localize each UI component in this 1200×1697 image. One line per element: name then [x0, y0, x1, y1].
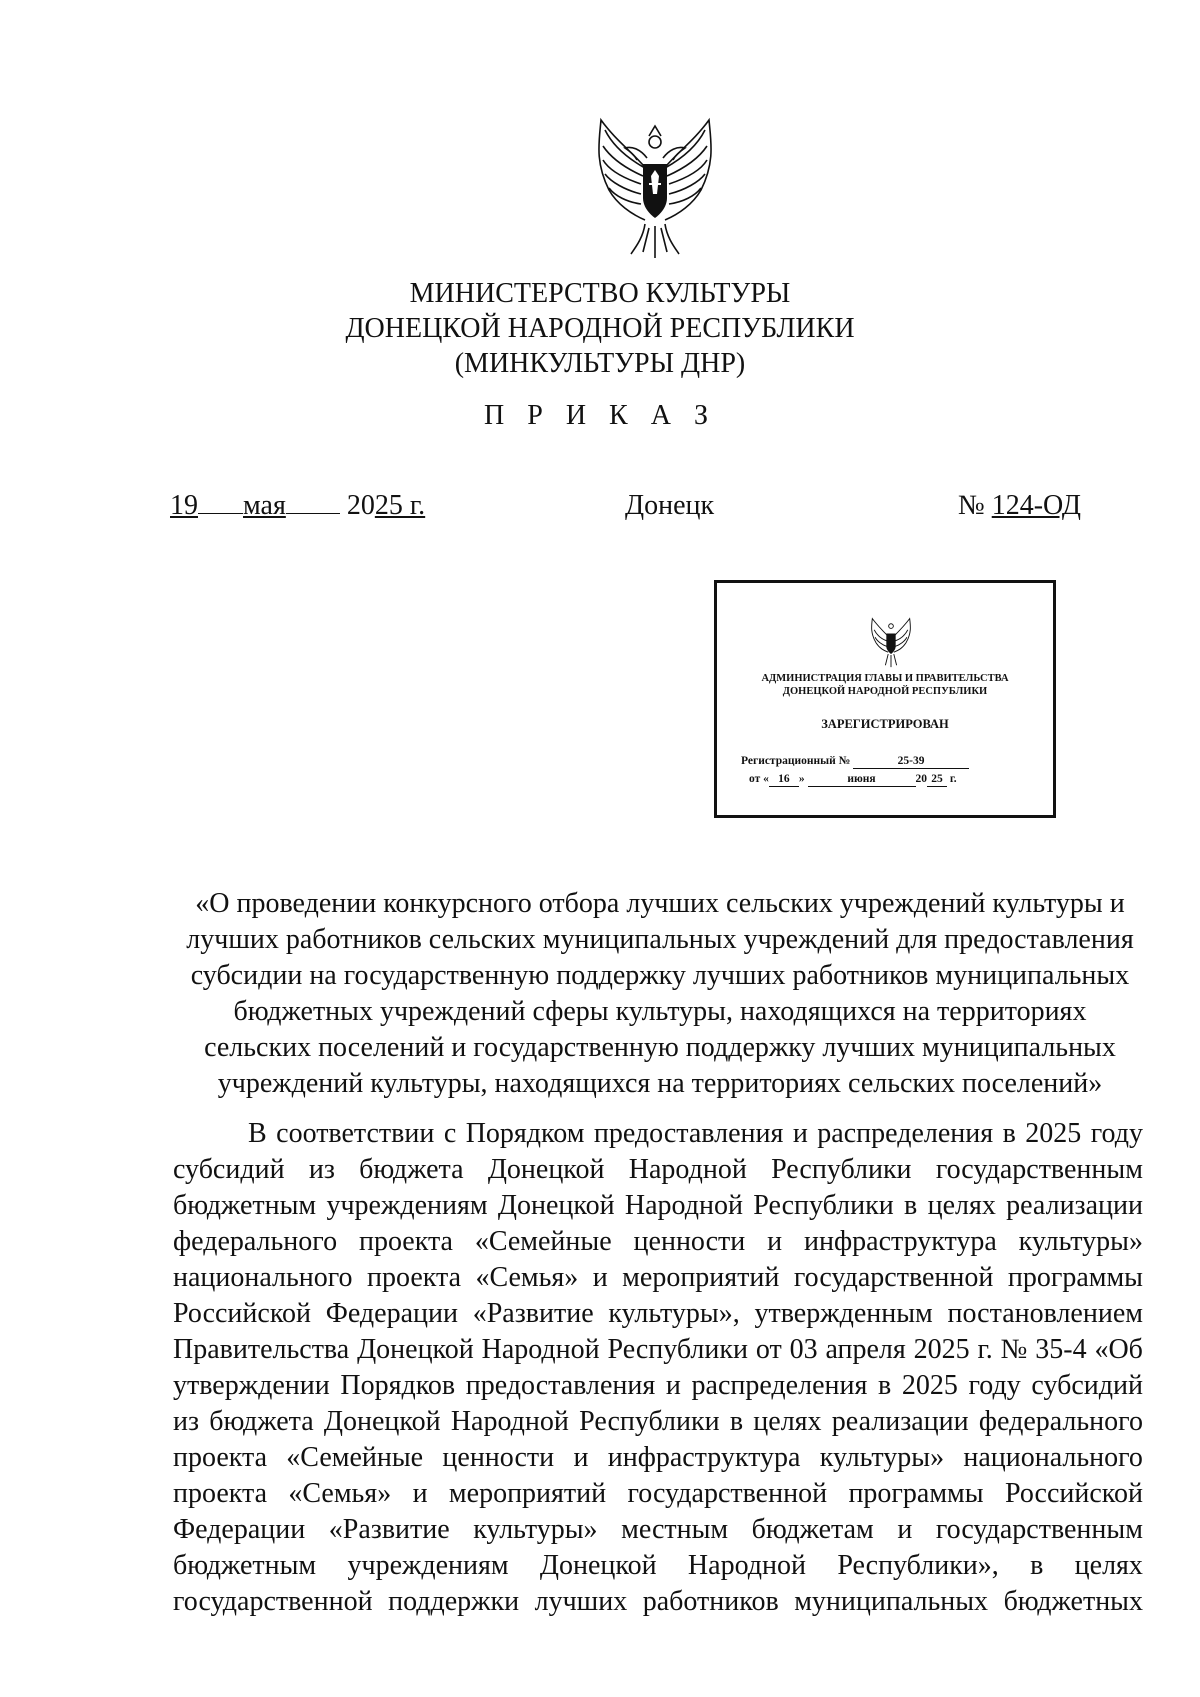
body-word: соответствии	[276, 1118, 435, 1149]
number-value: 124-ОД	[991, 490, 1081, 521]
body-line	[173, 1548, 1143, 1584]
body-word: Правительства	[173, 1334, 350, 1365]
body-word: федерального	[978, 1406, 1143, 1437]
body-word: предоставления	[593, 1118, 784, 1149]
body-line	[173, 1476, 1143, 1512]
body-word: программы	[848, 1478, 984, 1509]
body-word: Порядком	[465, 1118, 585, 1149]
document-type: П Р И К А З	[484, 400, 716, 431]
body-word: в	[1030, 1550, 1044, 1581]
body-word: целях	[1074, 1550, 1143, 1581]
body-word: «Об	[1094, 1334, 1143, 1365]
body-word: Республики	[753, 1190, 894, 1221]
body-word: мероприятий	[622, 1262, 780, 1293]
order-body-text	[173, 1116, 1143, 1620]
body-word: бюджета	[359, 1154, 464, 1185]
body-word: из	[173, 1406, 200, 1437]
body-line	[173, 1512, 1143, 1548]
body-word: 2025	[1025, 1118, 1082, 1149]
body-word: в	[729, 1406, 744, 1437]
body-word: с	[443, 1118, 457, 1149]
body-word: ценности	[633, 1226, 746, 1257]
body-word: «Семья»	[475, 1262, 579, 1293]
order-date	[170, 489, 425, 523]
body-word: 2025	[913, 1334, 970, 1365]
body-word: ценности	[442, 1442, 555, 1473]
body-word: и	[792, 1118, 808, 1149]
body-line	[173, 1152, 1143, 1188]
body-word: проекта	[358, 1226, 453, 1257]
body-word: в	[878, 1370, 892, 1401]
body-word: 35-4	[1035, 1334, 1087, 1365]
body-word: предоставления	[465, 1370, 656, 1401]
date-blank-1	[198, 489, 243, 514]
body-line	[173, 1260, 1143, 1296]
stamp-reg-row	[741, 755, 969, 769]
body-word: Республики»,	[837, 1550, 999, 1581]
date-year: 25 г.	[374, 490, 426, 521]
number-sign: №	[958, 490, 992, 521]
date-year-prefix: 20	[346, 490, 375, 521]
body-word: инфраструктура	[804, 1226, 997, 1257]
body-word: распределения	[817, 1118, 994, 1149]
stamp-emblem	[863, 613, 919, 669]
order-number	[958, 489, 1081, 523]
body-word: государственным	[935, 1514, 1143, 1545]
body-word: культуры»	[819, 1442, 945, 1473]
body-word: Республики	[579, 1406, 720, 1437]
body-word: проекта	[173, 1442, 267, 1473]
body-word: культуры»,	[608, 1298, 740, 1329]
body-word: государственной	[627, 1478, 828, 1509]
stamp-year: 25	[927, 773, 947, 787]
body-word: утверждении	[173, 1370, 330, 1401]
coat-of-arms-emblem	[565, 102, 745, 262]
body-word: «Семья»	[288, 1478, 392, 1509]
body-line	[173, 1440, 1143, 1476]
order-title	[170, 886, 1150, 1102]
body-word: бюджетным	[173, 1550, 317, 1581]
body-line	[173, 1224, 1143, 1260]
body-line	[173, 1368, 1143, 1404]
body-word: субсидий	[173, 1154, 285, 1185]
body-line	[173, 1332, 1143, 1368]
body-word: бюджетных	[1003, 1586, 1143, 1617]
body-word: и	[665, 1370, 681, 1401]
date-day: 19	[170, 490, 198, 521]
stamp-line2: ДОНЕЦКОЙ НАРОДНОЙ РЕСПУБЛИКИ	[782, 686, 988, 697]
body-word: году	[968, 1370, 1021, 1401]
body-word: Российской	[173, 1298, 311, 1329]
body-word: и	[592, 1262, 608, 1293]
body-word: целях	[927, 1190, 996, 1221]
body-word: г.	[977, 1334, 993, 1365]
stamp-line1: АДМИНИСТРАЦИЯ ГЛАВЫ И ПРАВИТЕЛЬСТВА	[761, 673, 1009, 684]
body-word: программы	[1007, 1262, 1143, 1293]
body-word: распределения	[691, 1370, 868, 1401]
body-word: «Развитие	[472, 1298, 594, 1329]
body-word: проекта	[367, 1262, 462, 1293]
body-word: субсидий	[1031, 1370, 1143, 1401]
body-word: работников	[642, 1586, 779, 1617]
title-line: бюджетных учреждений сферы культуры, находящихся на территориях	[233, 996, 1087, 1027]
body-word: Донецкой	[497, 1190, 615, 1221]
body-word: Народной	[628, 1154, 747, 1185]
body-word: национального	[173, 1262, 353, 1293]
stamp-from-label: от «	[749, 773, 769, 785]
stamp-status: ЗАРЕГИСТРИРОВАН	[821, 717, 949, 731]
body-word: Донецкой	[487, 1154, 605, 1185]
body-word: Народной	[481, 1334, 600, 1365]
body-word: учреждениям	[326, 1190, 488, 1221]
body-word: в	[1002, 1118, 1016, 1149]
body-word: из	[308, 1154, 335, 1185]
stamp-day: 16	[769, 773, 799, 787]
ministry-name-line1: МИНИСТЕРСТВО КУЛЬТУРЫ	[409, 278, 791, 309]
body-word: апреля	[825, 1334, 906, 1365]
body-word: и	[897, 1514, 913, 1545]
body-word: бюджетным	[173, 1190, 317, 1221]
title-line: учреждений культуры, находящихся на территориях сельских поселений»	[217, 1068, 1103, 1099]
body-word: Донецкой	[357, 1334, 474, 1365]
body-word: лучших	[534, 1586, 628, 1617]
body-word: культуры»	[473, 1514, 598, 1545]
title-line: сельских поселений и государственную поддержку лучших муниципальных	[204, 1032, 1116, 1063]
body-word: В	[248, 1118, 267, 1149]
body-word: проекта	[173, 1478, 267, 1509]
body-word: Федерации	[173, 1514, 306, 1545]
date-month: мая	[243, 490, 286, 521]
body-word: учреждениям	[347, 1550, 509, 1581]
body-word: Народной	[624, 1190, 743, 1221]
stamp-day-close: »	[798, 773, 805, 785]
body-word: культуры»	[1018, 1226, 1143, 1257]
body-word: постановлением	[947, 1298, 1143, 1329]
date-blank-2	[286, 489, 340, 514]
body-word: местным	[621, 1514, 729, 1545]
body-word: Российской	[1004, 1478, 1143, 1509]
body-word: бюджета	[209, 1406, 314, 1437]
body-word: и	[767, 1226, 783, 1257]
stamp-reg-number: 25-39	[853, 755, 969, 769]
body-word: муниципальных	[794, 1586, 989, 1617]
body-word: Донецкой	[323, 1406, 441, 1437]
body-word: году	[1090, 1118, 1143, 1149]
stamp-year-prefix: 20	[915, 773, 927, 785]
body-line	[173, 1404, 1143, 1440]
body-word: реализации	[1006, 1190, 1143, 1221]
body-word: поддержки	[388, 1586, 520, 1617]
body-word: и	[573, 1442, 589, 1473]
body-word: бюджетам	[751, 1514, 874, 1545]
body-word: Республики	[607, 1334, 748, 1365]
body-word: целях	[753, 1406, 822, 1437]
body-word: Порядков	[340, 1370, 456, 1401]
order-city: Донецк	[625, 490, 715, 521]
body-word: в	[904, 1190, 918, 1221]
body-word: реализации	[831, 1406, 969, 1437]
ministry-name-abbrev: (МИНКУЛЬТУРЫ ДНР)	[454, 348, 746, 379]
body-word: Донецкой	[539, 1550, 657, 1581]
body-word: мероприятий	[448, 1478, 607, 1509]
body-line	[173, 1584, 1143, 1620]
body-word: «Семейные	[474, 1226, 612, 1257]
registration-stamp	[714, 580, 1056, 818]
body-word: и	[412, 1478, 428, 1509]
body-word: Федерации	[325, 1298, 458, 1329]
stamp-reg-label: Регистрационный №	[741, 755, 851, 767]
body-word: государственным	[935, 1154, 1143, 1185]
body-word: Народной	[450, 1406, 569, 1437]
body-line	[173, 1116, 1143, 1152]
body-word: №	[1000, 1334, 1028, 1365]
body-word: утвержденным	[754, 1298, 933, 1329]
body-word: Народной	[687, 1550, 806, 1581]
stamp-month: июня	[808, 773, 916, 787]
title-line: субсидии на государственную поддержку лучших работников муниципальных	[190, 960, 1130, 991]
body-word: государственной	[793, 1262, 994, 1293]
body-line	[173, 1296, 1143, 1332]
stamp-year-end: г.	[949, 773, 957, 785]
body-word: 03	[789, 1334, 818, 1365]
body-word: «Развитие	[328, 1514, 450, 1545]
body-word: Республики	[771, 1154, 912, 1185]
body-word: от	[755, 1334, 782, 1365]
body-word: национального	[963, 1442, 1143, 1473]
title-line: лучших работников сельских муниципальных учреждений для предоставления	[186, 924, 1134, 955]
title-line: «О проведении конкурсного отбора лучших сельских учреждений культуры и	[195, 888, 1125, 919]
body-word: 2025	[901, 1370, 958, 1401]
body-word: «Семейные	[286, 1442, 424, 1473]
ministry-name-line2: ДОНЕЦКОЙ НАРОДНОЙ РЕСПУБЛИКИ	[345, 313, 855, 344]
body-word: инфраструктура	[607, 1442, 801, 1473]
body-word: федерального	[173, 1226, 338, 1257]
body-line	[173, 1188, 1143, 1224]
body-word: государственной	[173, 1586, 373, 1617]
stamp-date-row	[749, 773, 957, 787]
